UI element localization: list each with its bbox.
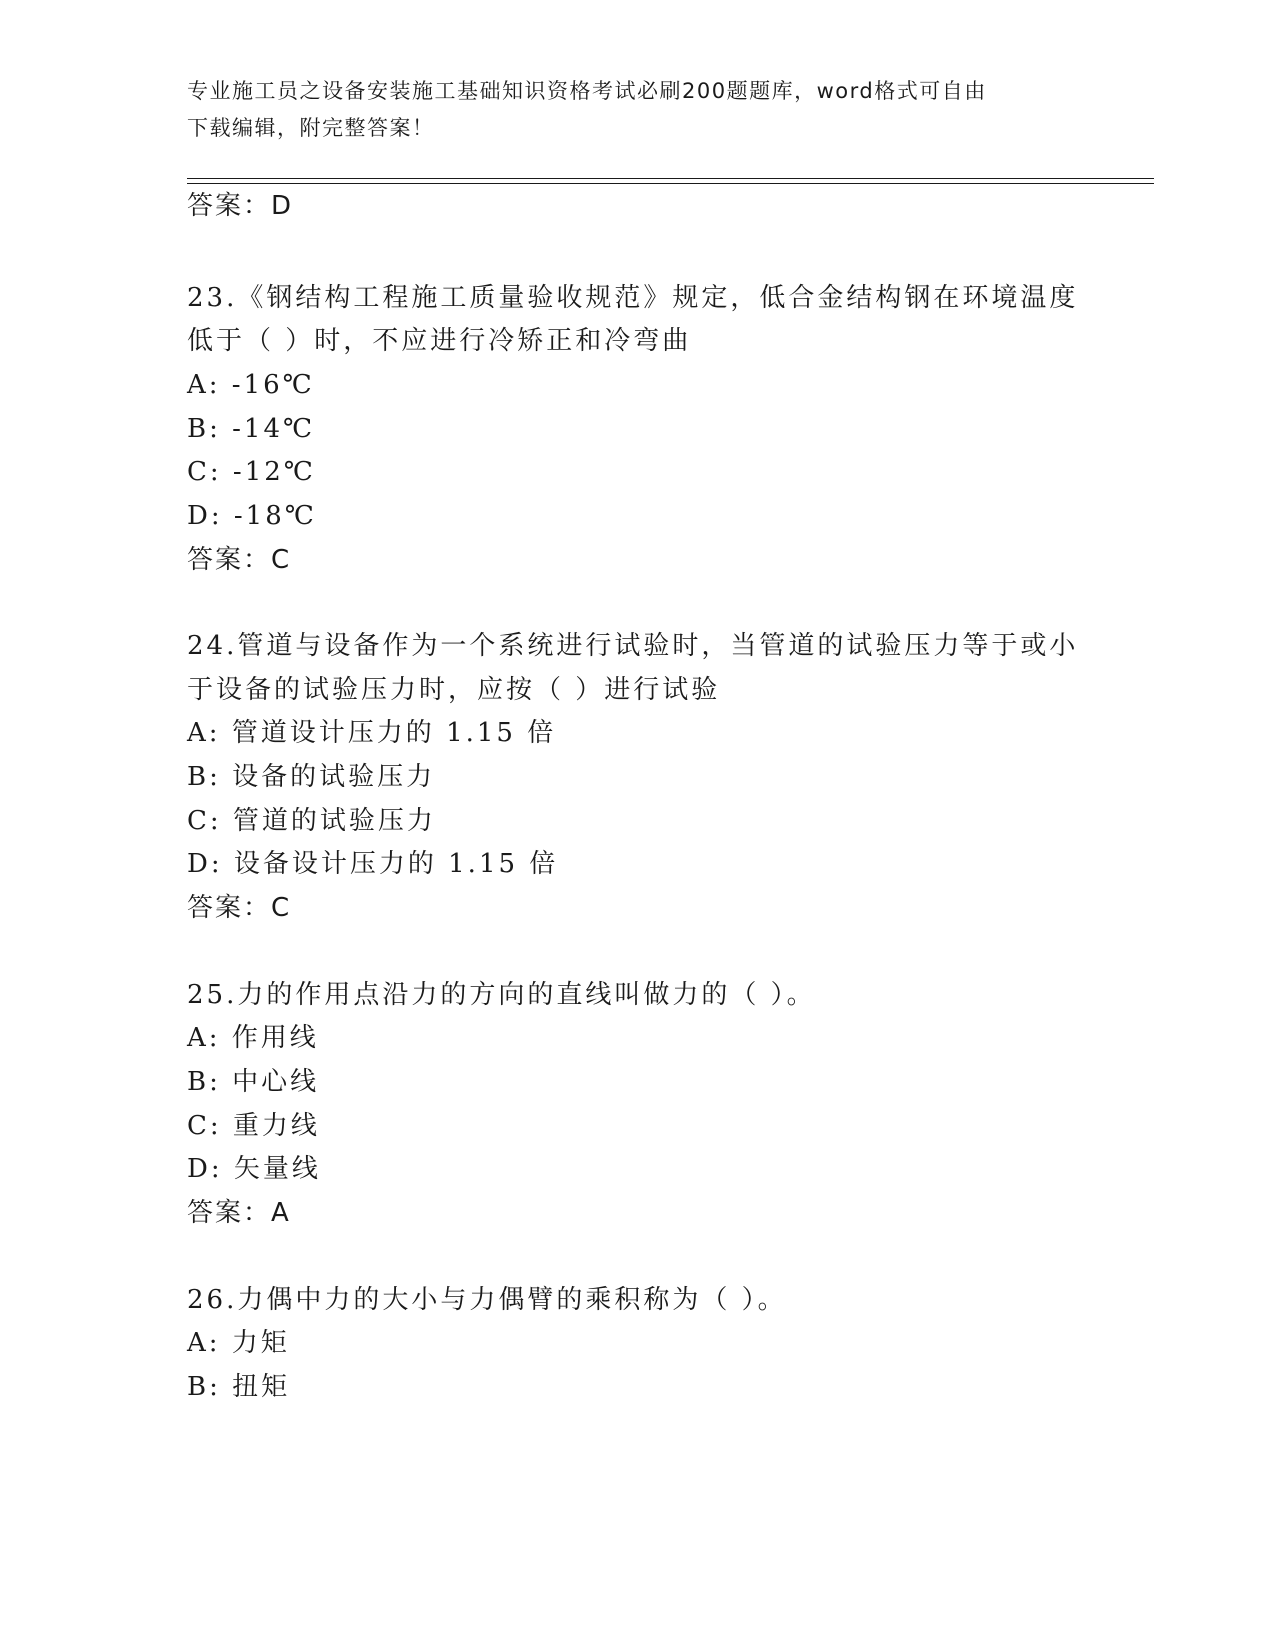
- question-stem: 于设备的试验压力时，应按（ ）进行试验: [187, 675, 721, 705]
- option-item: A: 作用线: [187, 1023, 319, 1053]
- question-stem: 23.《钢结构工程施工质量验收规范》规定，低合金结构钢在环境温度: [187, 283, 1079, 313]
- answer-line: 答案：D: [187, 191, 294, 221]
- answer-line: 答案：A: [187, 1198, 291, 1228]
- header-rule-bottom: [187, 183, 1154, 184]
- option-item: C: 管道的试验压力: [187, 806, 436, 836]
- header-rule-top: [187, 178, 1154, 179]
- option-item: B: 设备的试验压力: [187, 762, 436, 792]
- option-item: D: -18℃: [187, 501, 317, 531]
- question-stem: 26.力偶中力的大小与力偶臂的乘积称为（ ）。: [187, 1285, 787, 1315]
- option-item: C: -12℃: [187, 457, 316, 487]
- question-stem: 24.管道与设备作为一个系统进行试验时，当管道的试验压力等于或小: [187, 631, 1079, 661]
- question-stem: 25.力的作用点沿力的方向的直线叫做力的（ ）。: [187, 980, 816, 1010]
- document-header: [187, 73, 1067, 147]
- option-item: B: 中心线: [187, 1067, 320, 1097]
- option-item: B: 扭矩: [187, 1372, 291, 1402]
- answer-line: 答案：C: [187, 893, 292, 923]
- option-item: A: 管道设计压力的 1.15 倍: [187, 718, 557, 748]
- option-item: A: -16℃: [187, 370, 315, 400]
- option-item: C: 重力线: [187, 1111, 320, 1141]
- header-line-2: 下载编辑，附完整答案！: [187, 116, 435, 140]
- option-item: D: 矢量线: [187, 1154, 321, 1184]
- header-line-1: 专业施工员之设备安装施工基础知识资格考试必刷200题题库，word格式可自由: [187, 79, 987, 103]
- option-item: D: 设备设计压力的 1.15 倍: [187, 849, 559, 879]
- answer-line: 答案：C: [187, 545, 292, 575]
- option-item: B: -14℃: [187, 414, 316, 444]
- question-stem: 低于（ ）时，不应进行冷矫正和冷弯曲: [187, 326, 692, 356]
- option-item: A: 力矩: [187, 1328, 290, 1358]
